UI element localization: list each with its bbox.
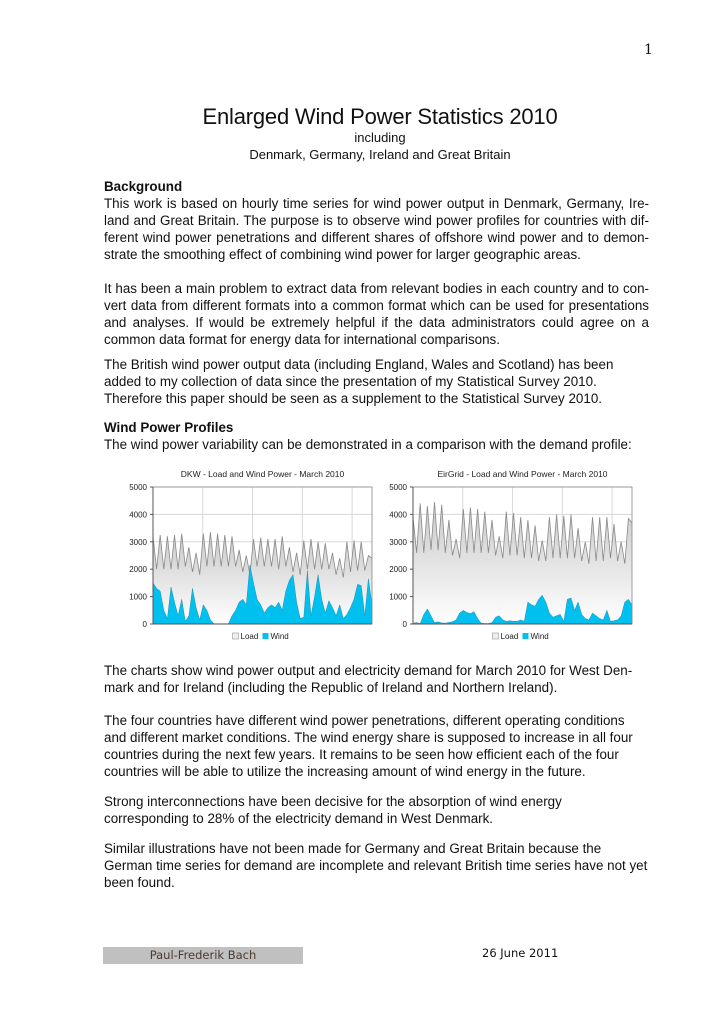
chart-title: EirGrid - Load and Wind Power - March 2010	[437, 469, 608, 479]
background-paragraph-2: It has been a main problem to extract data from relevant bodies in each country and to con-vert data from different formats into a common format which can be used for presentations and analyses. If would be extremely helpful if the data administrators could agree on a common data format for energy data for international comparisons.	[104, 281, 649, 347]
chart-title: DKW - Load and Wind Power - March 2010	[180, 469, 345, 479]
profiles-intro: The wind power variability can be demonstrated in a comparison with the demand profile:	[104, 437, 632, 452]
background-section	[104, 178, 649, 263]
after-paragraph-1: The charts show wind power output and electricity demand for March 2010 for West Den-mark and for Ireland (including the Republic of Ireland and Northern Ireland).	[104, 663, 633, 695]
svg-text:5000: 5000	[389, 483, 407, 492]
background-paragraph-3-wrap	[104, 356, 649, 407]
svg-text:4000: 4000	[389, 510, 407, 520]
svg-text:0: 0	[142, 620, 147, 629]
after-paragraph-3: Strong interconnections have been decisive for the absorption of wind energy corresponding to 28% of the electricity demand in West Denmark.	[104, 794, 562, 826]
page-number: 1	[644, 42, 653, 58]
svg-text:2000: 2000	[389, 565, 407, 575]
wind-power-profiles-section	[104, 419, 649, 453]
svg-text:Wind: Wind	[530, 632, 549, 641]
svg-text:1000: 1000	[129, 592, 147, 602]
after-paragraph-3-wrap	[104, 793, 649, 827]
subtitle-including: including	[354, 130, 406, 145]
background-paragraph-1: This work is based on hourly time series for wind power output in Denmark, Germany, Ire-land and Great Britain. The purpose is to observe wind power profiles for countries with dif-ferent wind power penetrations and different shares of offshore wind power and to demon-strate the smoothing effect of combining wind power for larger geographic areas.	[104, 196, 649, 262]
svg-text:Load: Load	[500, 632, 519, 641]
after-paragraph-2: The four countries have different wind power penetrations, different operating conditions and different market conditions. The wind energy share is supposed to increase in all four countries during the next few years. It remains to be seen how efficient each of the four countries will be able to utilize the increasing amount of wind energy in the future.	[104, 713, 633, 779]
footer-date: 26 June 2011	[482, 946, 559, 960]
svg-text:3000: 3000	[129, 537, 147, 547]
chart-dkw	[120, 462, 380, 647]
after-paragraph-2-wrap	[104, 712, 649, 780]
document-title: Enlarged Wind Power Statistics 2010	[202, 104, 558, 129]
background-paragraph-3: The British wind power output data (including England, Wales and Scotland) has been added to my collection of data since the presentation of my Statistical Survey 2010. Therefore this paper should be seen as a supplement to the Statistical Survey 2010.	[104, 357, 614, 406]
svg-text:Wind: Wind	[270, 632, 289, 641]
svg-text:4000: 4000	[129, 510, 147, 520]
background-heading: Background	[104, 179, 183, 194]
after-paragraph-4-wrap	[104, 840, 649, 891]
svg-text:5000: 5000	[129, 483, 147, 492]
after-paragraph-1-wrap	[104, 662, 649, 696]
svg-text:2000: 2000	[129, 565, 147, 575]
svg-text:3000: 3000	[389, 537, 407, 547]
subtitle-countries: Denmark, Germany, Ireland and Great Britain	[249, 147, 511, 162]
svg-text:Load: Load	[240, 632, 259, 641]
svg-text:0: 0	[402, 620, 407, 629]
chart-eirgrid	[380, 462, 640, 647]
footer-author: Paul-Frederik Bach	[103, 947, 303, 964]
profiles-heading: Wind Power Profiles	[104, 420, 234, 435]
svg-text:1000: 1000	[389, 592, 407, 602]
after-paragraph-4: Similar illustrations have not been made for Germany and Great Britain because the German time series for demand are incomplete and relevant British time series have not yet been found.	[104, 841, 648, 890]
background-paragraph-2-wrap	[104, 280, 649, 348]
